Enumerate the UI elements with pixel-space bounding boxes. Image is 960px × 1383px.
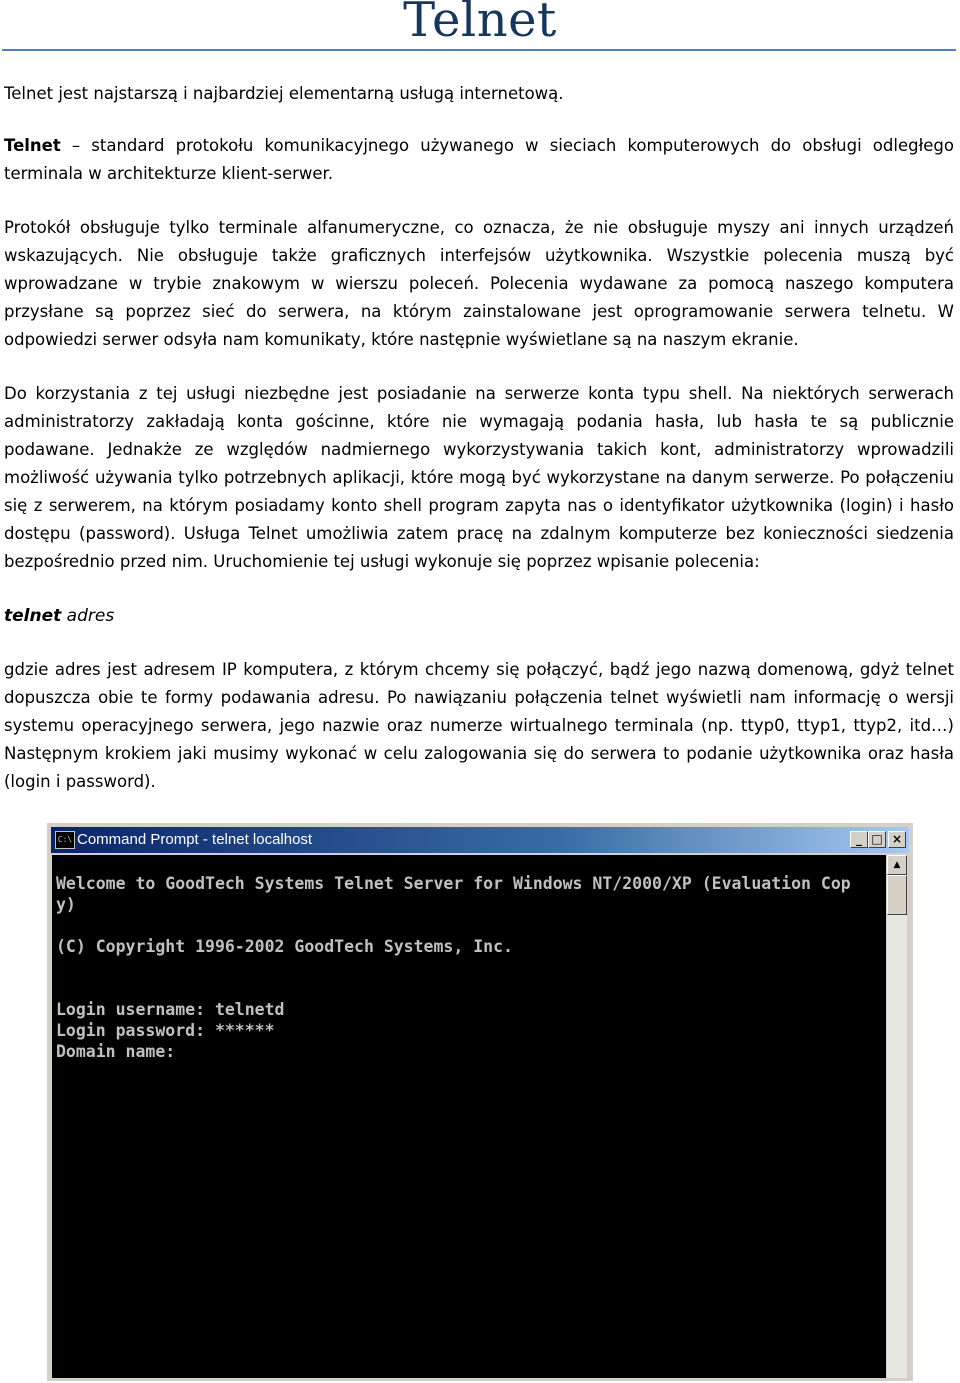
paragraph-intro: Telnet jest najstarszą i najbardziej elementarną usługą internetową. [4,84,564,103]
term-telnet: Telnet [4,136,61,155]
close-button: × [888,831,906,848]
scroll-up-icon: ▲ [887,855,907,875]
command-example [4,602,114,630]
paragraph-address: gdzie adres jest adresem IP komputera, z którym chcemy się połączyć, bądź jego nazwą domenową, gdyż telnet dopuszcza obie te formy podawania adresu. Po nawiązaniu połączenia telnet wyświetli nam informację o wersji systemu operacyjnego serwera, jego nazwie oraz numerze wirtualnego terminala (np. ttyp0, ttyp1, ttyp2, itd…) Następnym krokiem jaki musimy wykonać w celu zalogowania się do serwera to podanie użytkownika oraz hasła (login i password). [4,660,954,791]
cmd-icon: C:\ [55,831,75,849]
vertical-scrollbar [887,855,907,1378]
console-area [52,855,886,1378]
title-underline [2,49,956,51]
command-keyword: telnet [4,606,62,626]
window-titlebar [51,827,909,853]
maximize-button: □ [868,831,886,848]
window-title: Command Prompt - telnet localhost [77,831,313,848]
definition-text: – standard protokołu komunikacyjnego używanego w sieciach komputerowych do obsługi odległego terminala w architekturze klient-serwer. [4,136,954,183]
paragraph-protocol [4,214,954,354]
page-title: Telnet [403,0,557,48]
protocol-text-a: Protokół obsługuje tylko terminale alfanumeryczne, co oznacza, że nie obsługuje myszy ani innych urządzeń wskazujących. [4,218,954,265]
console-output: Welcome to GoodTech Systems Telnet Server for Windows NT/2000/XP (Evaluation Cop y) (C) Copyright 1996-2002 GoodTech Systems, Inc. Login username: telnetd Login password: ****** Domain name: [56,874,851,1061]
scrollbar-thumb [887,875,907,915]
paragraph-definition [4,132,954,188]
protocol-text-b: Nie obsługuje także graficznych interfejsów użytkownika. Wszystkie polecenia muszą być wprowadzane w trybie znakowym w wierszu poleceń. Polecenia wydawane za pomocą naszego komputera przysłane są poprzez sieć do serwera, na którym zainstalowane jest oprogramowanie serwera telnetu. W odpowiedzi serwer odsyła nam komunikaty, które następnie wyświetlane są na naszym ekranie. [4,246,954,349]
paragraph-usage: Do korzystania z tej usługi niezbędne jest posiadanie na serwerze konta typu shell. Na niektórych serwerach administratorzy zakładają konta gościnne, które nie wymagają podania hasła, lub hasła te są publicznie podawane. Jednakże ze względów nadmiernego wykorzystywania takich kont, administratorzy wprowadzili możliwość używania tylko potrzebnych aplikacji, które mogą być wykorzystane na danym serwerze. Po połączeniu się z serwerem, na którym posiadamy konto shell program zapyta nas o identyfikator użytkownika (login) i hasło dostępu (password). Usługa Telnet umożliwia zatem pracę na zdalnym komputerze bez konieczności siedzenia bezpośrednio przed nim. Uruchomienie tej usługi wykonuje się poprzez wpisanie polecenia: [4,384,954,571]
minimize-button: _ [850,831,868,848]
command-prompt-screenshot [47,823,913,1381]
command-argument: adres [66,606,115,626]
